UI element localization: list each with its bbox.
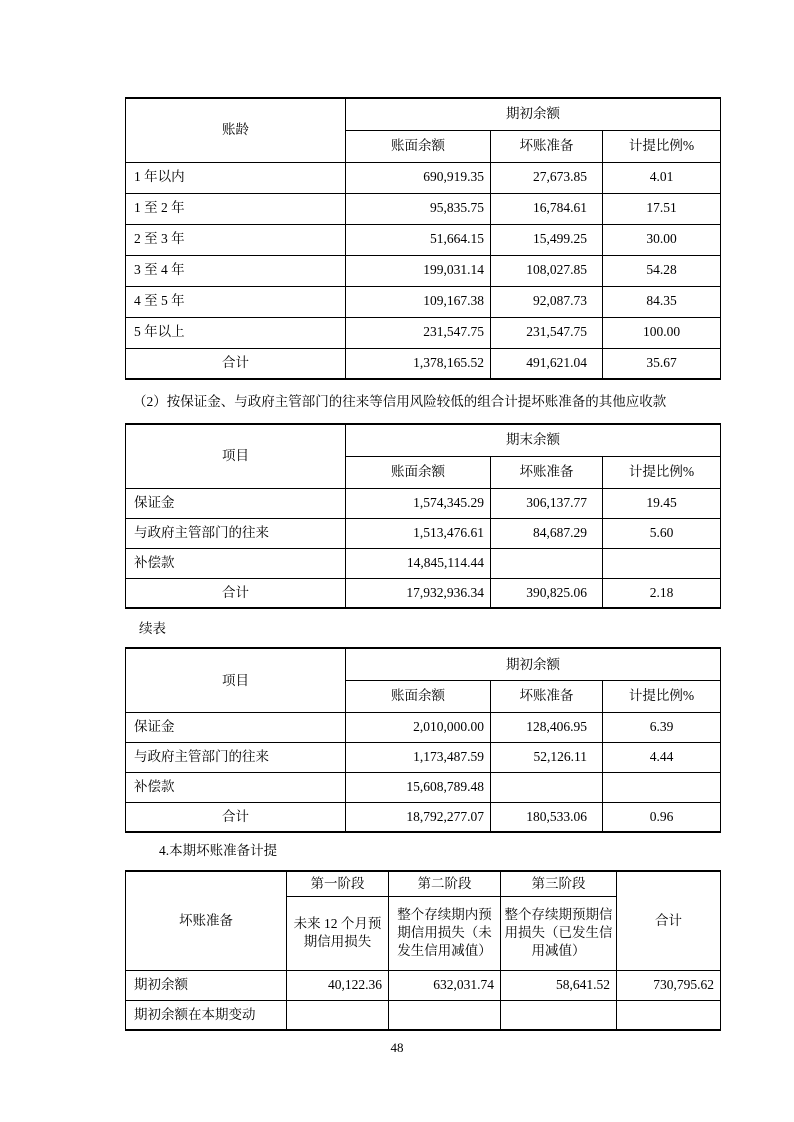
table-row <box>126 772 721 802</box>
row-label-cell: 1 年以内 <box>126 162 346 193</box>
row-label-cell: 与政府主管部门的往来 <box>126 742 346 772</box>
book-balance-cell: 14,845,114.44 <box>346 548 491 578</box>
bad-debt-cell: 84,687.29 <box>491 518 603 548</box>
ratio-cell: 2.18 <box>603 578 721 608</box>
book-balance-cell: 690,919.35 <box>346 162 491 193</box>
book-balance-cell: 109,167.38 <box>346 286 491 317</box>
ratio-cell <box>603 548 721 578</box>
table-header-row <box>126 871 721 897</box>
row-label-cell: 3 至 4 年 <box>126 255 346 286</box>
table-row <box>126 286 721 317</box>
book-balance-cell: 95,835.75 <box>346 193 491 224</box>
table-total-row <box>126 802 721 832</box>
col-header-stage3: 第三阶段 <box>501 871 617 897</box>
bad-debt-cell: 92,087.73 <box>491 286 603 317</box>
col-header-ratio: 计提比例% <box>603 130 721 162</box>
ratio-cell: 6.39 <box>603 712 721 742</box>
col-header-bad-debt: 坏账准备 <box>491 680 603 712</box>
period-begin-table <box>125 647 721 833</box>
table-row <box>126 712 721 742</box>
table-total-row <box>126 578 721 608</box>
bad-debt-cell: 390,825.06 <box>491 578 603 608</box>
note-4-heading: 4.本期坏账准备计提 <box>159 843 278 859</box>
stage3-value-cell: 58,641.52 <box>501 970 617 1000</box>
table-row <box>126 317 721 348</box>
table-total-row <box>126 348 721 379</box>
col-header-total: 合计 <box>617 871 721 971</box>
corner-header-cell: 坏账准备 <box>126 871 287 971</box>
book-balance-cell: 1,513,476.61 <box>346 518 491 548</box>
total-label-cell: 合计 <box>126 578 346 608</box>
book-balance-cell: 1,574,345.29 <box>346 488 491 518</box>
row-label-cell: 保证金 <box>126 488 346 518</box>
bad-debt-cell: 108,027.85 <box>491 255 603 286</box>
row-label-cell: 补偿款 <box>126 772 346 802</box>
bad-debt-cell: 128,406.95 <box>491 712 603 742</box>
col-header-book-balance: 账面余额 <box>346 680 491 712</box>
ratio-cell: 4.01 <box>603 162 721 193</box>
ratio-cell: 100.00 <box>603 317 721 348</box>
col-header-ratio: 计提比例% <box>603 680 721 712</box>
corner-header-cell: 项目 <box>126 424 346 488</box>
table-header-row <box>126 648 721 680</box>
book-balance-cell: 1,173,487.59 <box>346 742 491 772</box>
provision-stage-table <box>125 870 721 1032</box>
col-header-book-balance: 账面余额 <box>346 456 491 488</box>
table-header-row <box>126 98 721 130</box>
book-balance-cell: 15,608,789.48 <box>346 772 491 802</box>
aging-table <box>125 97 721 380</box>
page-number: 48 <box>390 1040 404 1055</box>
table-header-row <box>126 424 721 456</box>
row-label-cell: 2 至 3 年 <box>126 224 346 255</box>
stage2-value-cell: 632,031.74 <box>389 970 501 1000</box>
bad-debt-cell: 491,621.04 <box>491 348 603 379</box>
bad-debt-cell: 27,673.85 <box>491 162 603 193</box>
bad-debt-cell: 306,137.77 <box>491 488 603 518</box>
row-label-cell: 5 年以上 <box>126 317 346 348</box>
group-header-cell: 期初余额 <box>346 98 721 130</box>
col-header-book-balance: 账面余额 <box>346 130 491 162</box>
row-label-cell: 补偿款 <box>126 548 346 578</box>
ratio-cell: 54.28 <box>603 255 721 286</box>
group-header-cell: 期初余额 <box>346 648 721 680</box>
table-row <box>126 548 721 578</box>
period-end-table <box>125 423 721 609</box>
table-row <box>126 488 721 518</box>
bad-debt-cell: 16,784.61 <box>491 193 603 224</box>
note-2-paragraph: （2）按保证金、与政府主管部门的往来等信用风险较低的组合计提坏账准备的其他应收款 <box>133 394 667 409</box>
ratio-cell: 84.35 <box>603 286 721 317</box>
stage2-description-cell: 整个存续期内预期信用损失（未发生信用减值） <box>389 896 501 970</box>
book-balance-cell: 51,664.15 <box>346 224 491 255</box>
bad-debt-cell: 180,533.06 <box>491 802 603 832</box>
total-value-cell: 730,795.62 <box>617 970 721 1000</box>
bad-debt-cell <box>491 548 603 578</box>
ratio-cell: 30.00 <box>603 224 721 255</box>
table-row <box>126 162 721 193</box>
ratio-cell: 4.44 <box>603 742 721 772</box>
row-label-cell: 与政府主管部门的往来 <box>126 518 346 548</box>
corner-header-cell: 项目 <box>126 648 346 712</box>
total-label-cell: 合计 <box>126 348 346 379</box>
stage1-value-cell: 40,122.36 <box>287 970 389 1000</box>
book-balance-cell: 18,792,277.07 <box>346 802 491 832</box>
ratio-cell: 0.96 <box>603 802 721 832</box>
ratio-cell <box>603 772 721 802</box>
total-label-cell: 合计 <box>126 802 346 832</box>
col-header-bad-debt: 坏账准备 <box>491 130 603 162</box>
row-label-cell: 期初余额 <box>126 970 287 1000</box>
ratio-cell: 19.45 <box>603 488 721 518</box>
table-row <box>126 224 721 255</box>
table-row <box>126 970 721 1000</box>
col-header-bad-debt: 坏账准备 <box>491 456 603 488</box>
stage1-value-cell <box>287 1000 389 1030</box>
row-label-cell: 4 至 5 年 <box>126 286 346 317</box>
bad-debt-cell: 231,547.75 <box>491 317 603 348</box>
table-row <box>126 1000 721 1030</box>
corner-header-cell: 账龄 <box>126 98 346 162</box>
row-label-cell: 期初余额在本期变动 <box>126 1000 287 1030</box>
book-balance-cell: 1,378,165.52 <box>346 348 491 379</box>
book-balance-cell: 231,547.75 <box>346 317 491 348</box>
bad-debt-cell <box>491 772 603 802</box>
row-label-cell: 保证金 <box>126 712 346 742</box>
col-header-stage2: 第二阶段 <box>389 871 501 897</box>
table-row <box>126 518 721 548</box>
col-header-ratio: 计提比例% <box>603 456 721 488</box>
stage2-value-cell <box>389 1000 501 1030</box>
col-header-stage1: 第一阶段 <box>287 871 389 897</box>
continued-table-label: 续表 <box>139 621 166 637</box>
row-label-cell: 1 至 2 年 <box>126 193 346 224</box>
table-row <box>126 193 721 224</box>
group-header-cell: 期末余额 <box>346 424 721 456</box>
stage3-description-cell: 整个存续期预期信用损失（已发生信用减值） <box>501 896 617 970</box>
book-balance-cell: 2,010,000.00 <box>346 712 491 742</box>
stage3-value-cell <box>501 1000 617 1030</box>
book-balance-cell: 17,932,936.34 <box>346 578 491 608</box>
ratio-cell: 5.60 <box>603 518 721 548</box>
ratio-cell: 17.51 <box>603 193 721 224</box>
book-balance-cell: 199,031.14 <box>346 255 491 286</box>
bad-debt-cell: 52,126.11 <box>491 742 603 772</box>
ratio-cell: 35.67 <box>603 348 721 379</box>
stage1-description-cell: 未来 12 个月预期信用损失 <box>287 896 389 970</box>
bad-debt-cell: 15,499.25 <box>491 224 603 255</box>
table-row <box>126 255 721 286</box>
total-value-cell <box>617 1000 721 1030</box>
table-row <box>126 742 721 772</box>
